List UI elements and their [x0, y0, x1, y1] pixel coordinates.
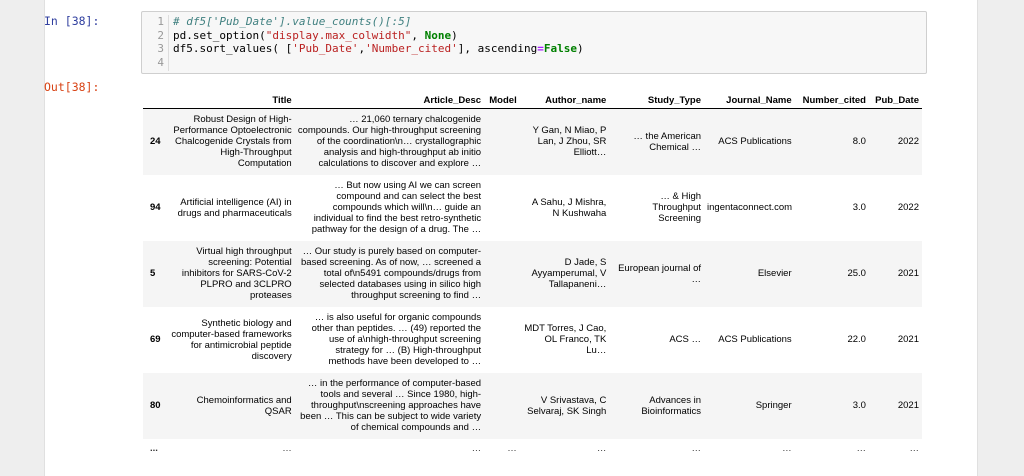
cell-title: Robust Design of High-Performance Optoelectronic Chalcogenide Crystals from High-Throughput Computation [173, 114, 292, 170]
cell-title: Chemoinformatics and QSAR [196, 394, 292, 417]
column-header-pub-date: Pub_Date [869, 90, 922, 109]
column-header-study-type: Study_Type [609, 90, 704, 109]
cell-pub-date: 2021 [897, 268, 919, 279]
cell-ellipsis: … [471, 443, 482, 454]
cell-journal-name: Springer [755, 400, 792, 411]
cell-study-type: European journal of … [618, 262, 702, 285]
cell-ellipsis: … [691, 443, 702, 454]
code-line-4[interactable] [173, 56, 584, 70]
cell-journal-name: Elsevier [757, 268, 792, 279]
cell-number-cited: 22.0 [847, 334, 866, 345]
cell-article-desc: … in the performance of computer-based tools and several … Since 1980, high-throughput\nscreening approaches have been … This can be subject to wide variety of chemical compounds and … [300, 378, 482, 433]
column-header-article-desc: Article_Desc [295, 90, 484, 109]
code-line-1[interactable] [173, 15, 584, 29]
line-number: 3 [157, 42, 164, 55]
column-header-title: Title [165, 90, 294, 109]
cell-number-cited: 25.0 [847, 268, 866, 279]
cell-model [484, 307, 520, 373]
cell-article-desc: … is also useful for organic compounds other than peptides. … (49) reported the use of a\nhigh-throughput screening strategy for … (B) High-throughput methods have been developed to … [311, 312, 482, 367]
code-token: ], ascending [457, 42, 538, 55]
cell-ellipsis: … [782, 443, 792, 454]
code-token: df5.sort_values( [ [173, 42, 293, 55]
dataframe-output [143, 90, 922, 457]
code-token: ) [577, 42, 584, 55]
cell-journal-name: ACS Publications [718, 136, 792, 148]
table-row [143, 241, 922, 307]
column-header-number-cited: Number_cited [795, 90, 869, 109]
table-row [143, 175, 922, 241]
cell-article-desc: … Our study is purely based on computer-based screening. As of now, … screened a total of\n5491 compounds/drugs from selected databases using in silico high throughput screening to find … [301, 246, 482, 301]
cell-author-name: D Jade, S Ayyamperumal, V Tallapaneni… [531, 257, 607, 290]
input-prompt: In [38]: [44, 14, 100, 28]
code-token: , [358, 42, 366, 55]
code-string: 'Number_cited' [365, 42, 458, 55]
cell-pub-date: 2022 [897, 136, 919, 148]
row-index: 24 [150, 136, 161, 148]
column-header-model: Model [484, 90, 520, 109]
code-keyword: False [543, 42, 578, 55]
line-number: 1 [157, 15, 164, 28]
line-number-gutter [142, 15, 169, 71]
line-number: 4 [157, 55, 164, 69]
code-token: , [411, 28, 425, 42]
row-index: 5 [150, 268, 156, 279]
cell-journal-name: ACS Publications [718, 334, 792, 345]
code-token: pd.set_option( [173, 28, 266, 42]
cell-ellipsis: … [856, 443, 866, 454]
code-cell-editor[interactable] [141, 11, 927, 74]
cell-ellipsis: … [909, 443, 919, 454]
row-index-ellipsis: ... [150, 443, 158, 454]
output-prompt: Out[38]: [44, 80, 100, 94]
column-header-author-name: Author_name [520, 90, 610, 109]
cell-article-desc: … 21,060 ternary chalcogenide compounds. Our high-throughput screening of the coordination\n… crystallographic analysis and high-throughput ab initio calculations to discover and explore … [297, 114, 482, 170]
row-index: 94 [150, 202, 161, 213]
table-row [143, 109, 922, 175]
cell-model [484, 241, 520, 307]
table-row [143, 373, 922, 439]
cell-pub-date: 2021 [897, 334, 919, 345]
row-index: 80 [150, 400, 161, 411]
code-comment: # df5['Pub_Date'].value_counts()[:5] [173, 15, 412, 28]
cell-author-name: A Sahu, J Mishra, N Kushwaha [531, 196, 607, 219]
cell-ellipsis: … [507, 443, 517, 454]
cell-model [484, 175, 520, 241]
code-string: "display.max_colwidth" [265, 28, 412, 42]
cell-title: Synthetic biology and computer-based frameworks for antimicrobial peptide discovery [171, 317, 292, 362]
code-token: ) [451, 28, 458, 42]
cell-number-cited: 8.0 [852, 136, 866, 148]
cell-study-type: ACS … [669, 334, 702, 345]
code-operator: = [537, 42, 544, 55]
cell-study-type: … & High Throughput Screening [652, 191, 702, 224]
cell-author-name: V Srivastava, C Selvaraj, SK Singh [527, 394, 607, 417]
code-string: 'Pub_Date' [292, 42, 359, 55]
cell-title: Artificial intelligence (AI) in drugs and pharmaceuticals [177, 196, 292, 219]
cell-study-type: … the American Chemical … [633, 130, 702, 153]
cell-author-name: MDT Torres, J Cao, OL Franco, TK Lu… [524, 323, 607, 356]
cell-model [484, 373, 520, 439]
cell-article-desc: … But now using AI we can screen compound and can select the best compounds which will\n… guide an individual to find the best retro-synthetic pathway for the design of a drug. The … [311, 180, 482, 235]
cell-title: Virtual high throughput screening: Potential inhibitors for SARS-CoV-2 PLPRO and 3CLPRO proteases [181, 246, 292, 301]
cell-ellipsis: … [596, 443, 607, 454]
cell-journal-name: ingentaconnect.com [707, 202, 793, 213]
code-line-2[interactable] [173, 29, 584, 43]
column-header-journal-name: Journal_Name [704, 90, 795, 109]
cell-pub-date: 2022 [897, 202, 919, 213]
cell-author-name: Y Gan, N Miao, P Lan, J Zhou, SR Elliott… [532, 125, 607, 159]
code-keyword: None [424, 28, 452, 42]
column-header-index [143, 90, 165, 109]
header-row [143, 90, 922, 109]
code-line-3[interactable] [173, 42, 584, 56]
table-row [143, 307, 922, 373]
row-index: 69 [150, 334, 161, 345]
line-number: 2 [157, 28, 164, 42]
cell-number-cited: 3.0 [852, 202, 866, 213]
code-lines[interactable] [173, 15, 584, 69]
cell-ellipsis: … [282, 443, 292, 454]
ellipsis-row [143, 439, 922, 457]
cell-study-type: Advances in Bioinformatics [641, 394, 702, 417]
cell-model [484, 109, 520, 175]
cell-pub-date: 2021 [897, 400, 919, 411]
cell-number-cited: 3.0 [852, 400, 866, 411]
